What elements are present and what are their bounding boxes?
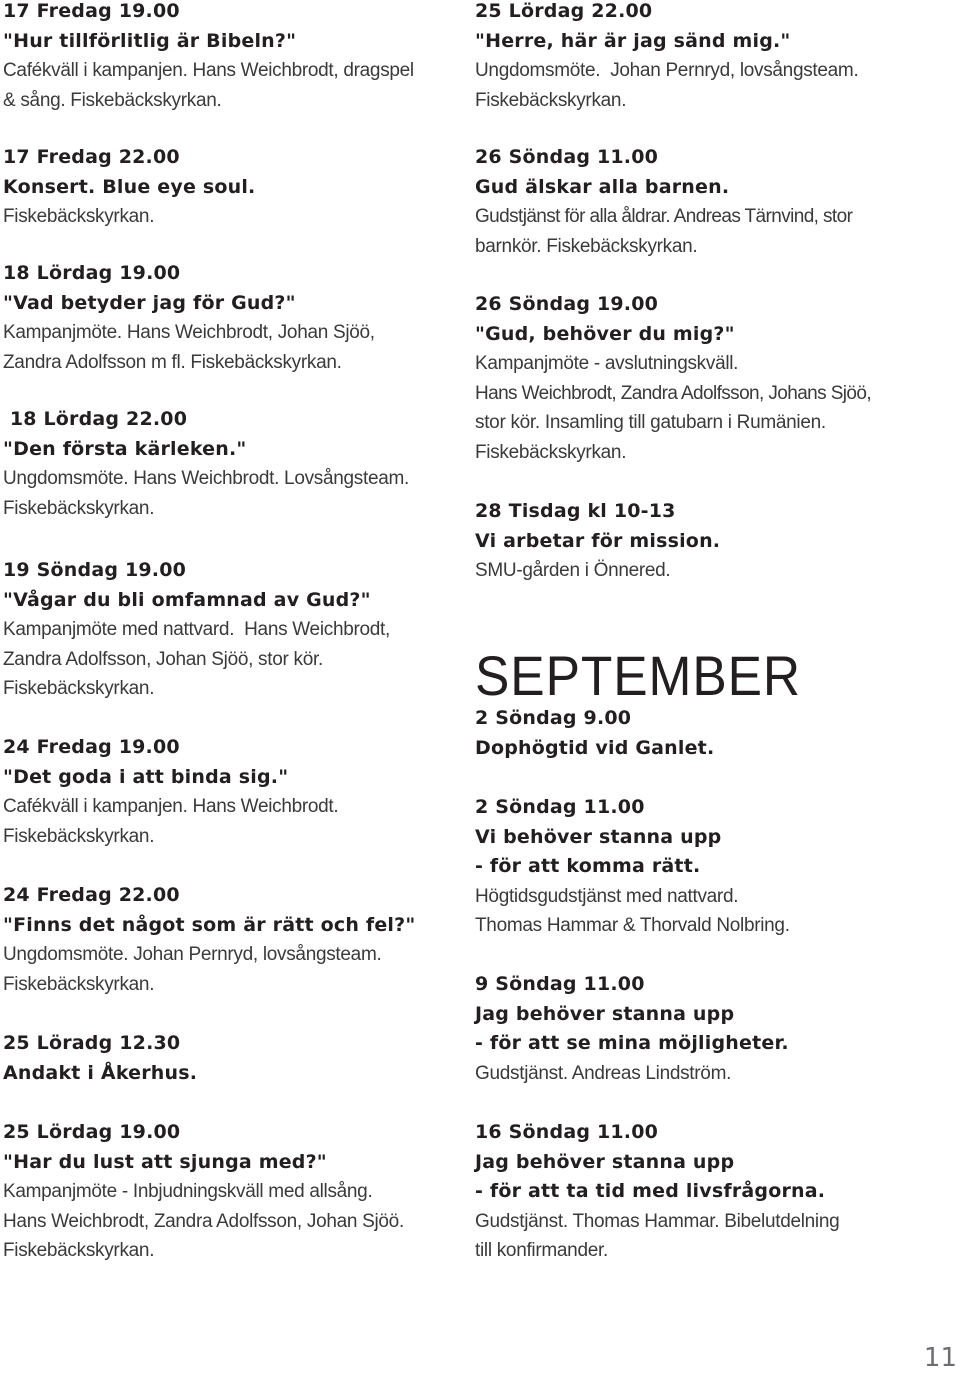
event-title: Dophögtid vid Ganlet. [475, 736, 715, 759]
event-entry [3, 259, 465, 377]
event-title: Konsert. Blue eye soul. [3, 175, 256, 198]
event-title: "Har du lust att sjunga med?" [3, 1150, 327, 1173]
event-details: & sång. Fiskebäckskyrkan. [3, 89, 222, 111]
event-details: Kampanjmöte - avslutningskväll. [475, 353, 739, 374]
event-entry [475, 1118, 945, 1266]
event-entry [3, 733, 465, 851]
event-entry [3, 0, 465, 115]
event-date: 26 Söndag 19.00 [475, 293, 659, 315]
event-title: "Den första kärleken." [3, 437, 247, 460]
event-entry [475, 704, 945, 763]
event-details: Fiskebäckskyrkan. [3, 678, 155, 699]
event-date: 18 Lördag 19.00 [3, 262, 181, 284]
event-title: "Det goda i att binda sig." [3, 765, 289, 788]
month-heading: SEPTEMBER [475, 644, 802, 707]
event-entry [3, 881, 465, 999]
event-entry [3, 405, 465, 523]
event-details: Gudstjänst. Andreas Lindström. [475, 1062, 732, 1084]
event-entry [475, 793, 945, 941]
event-date: 25 Lördag 19.00 [3, 1121, 181, 1143]
event-details: barnkör. Fiskebäckskyrkan. [475, 235, 698, 257]
event-title: "Hur tillförlitlig är Bibeln?" [3, 29, 297, 52]
event-details: Cafékväll i kampanjen. Hans Weichbrodt. [3, 796, 339, 817]
event-date: 16 Söndag 11.00 [475, 1121, 659, 1143]
event-title: Gud älskar alla barnen. [475, 175, 730, 198]
event-entry [475, 143, 945, 261]
event-title: "Vågar du bli omfamnad av Gud?" [3, 588, 371, 611]
event-date: 24 Fredag 22.00 [3, 884, 180, 906]
event-date: 9 Söndag 11.00 [475, 973, 645, 995]
event-details: stor kör. Insamling till gatubarn i Rumänien. [475, 412, 826, 433]
event-details: till konfirmander. [475, 1240, 608, 1261]
event-date: 2 Söndag 11.00 [475, 796, 645, 818]
event-details: Fiskebäckskyrkan. [475, 441, 627, 463]
event-details: Gudstjänst för alla åldrar. Andreas Tärnvind, stor [475, 206, 853, 227]
event-details: Thomas Hammar & Thorvald Nolbring. [475, 915, 790, 936]
event-title: Jag behöver stanna upp [475, 1150, 735, 1173]
event-title: Vi behöver stanna upp [475, 825, 722, 848]
event-entry [3, 143, 465, 232]
event-details: Högtidsgudstjänst med nattvard. [475, 885, 739, 907]
event-details: Fiskebäckskyrkan. [3, 497, 155, 519]
event-details: Zandra Adolfsson, Johan Sjöö, stor kör. [3, 648, 323, 670]
event-details: Hans Weichbrodt, Zandra Adolfsson, Johans Sjöö, [475, 382, 872, 404]
event-entry [475, 970, 945, 1088]
event-entry [3, 556, 465, 704]
event-title: "Vad betyder jag för Gud?" [3, 291, 296, 314]
event-details: Kampanjmöte - Inbjudningskväll med allsång. [3, 1181, 373, 1202]
event-details: Kampanjmöte. Hans Weichbrodt, Johan Sjöö, [3, 322, 375, 343]
event-entry [475, 0, 945, 115]
event-entry [475, 497, 945, 586]
event-date: 25 Löradg 12.30 [3, 1032, 181, 1054]
event-entry [3, 1029, 465, 1088]
event-date: 17 Fredag 22.00 [3, 146, 180, 168]
event-details: Gudstjänst. Thomas Hammar. Bibelutdelning [475, 1210, 840, 1232]
event-date: 28 Tisdag kl 10-13 [475, 500, 676, 522]
event-entry [3, 1118, 465, 1266]
event-date: 25 Lördag 22.00 [475, 0, 653, 22]
event-date: 19 Söndag 19.00 [3, 559, 187, 581]
event-title: - för att se mina möjligheter. [475, 1032, 789, 1054]
event-details: Fiskebäckskyrkan. [3, 825, 155, 847]
event-date: 18 Lördag 22.00 [3, 408, 188, 430]
event-details: Kampanjmöte med nattvard. Hans Weichbrodt, [3, 619, 391, 640]
event-title: Andakt i Åkerhus. [3, 1061, 198, 1084]
event-details: SMU-gården i Önnered. [475, 560, 671, 581]
event-details: Fiskebäckskyrkan. [3, 973, 155, 995]
event-title: - för att ta tid med livsfrågorna. [475, 1180, 826, 1202]
event-details: Zandra Adolfsson m fl. Fiskebäckskyrkan. [3, 351, 342, 373]
event-title: "Herre, här är jag sänd mig." [475, 29, 791, 52]
event-details: Fiskebäckskyrkan. [3, 206, 155, 227]
event-details: Cafékväll i kampanjen. Hans Weichbrodt, dragspel [3, 60, 414, 81]
event-details: Fiskebäckskyrkan. [3, 1240, 155, 1261]
event-details: Fiskebäckskyrkan. [475, 89, 627, 111]
event-details: Ungdomsmöte. Johan Pernryd, lovsångsteam. [3, 944, 382, 965]
event-date: 26 Söndag 11.00 [475, 146, 659, 168]
event-title: Jag behöver stanna upp [475, 1002, 735, 1025]
event-entry [475, 290, 945, 467]
event-date: 2 Söndag 9.00 [475, 707, 632, 729]
event-title: "Gud, behöver du mig?" [475, 322, 735, 345]
event-title: Vi arbetar för mission. [475, 529, 721, 552]
event-title: - för att komma rätt. [475, 855, 701, 877]
event-title: "Finns det något som är rätt och fel?" [3, 913, 416, 936]
event-date: 24 Fredag 19.00 [3, 736, 180, 758]
event-date: 17 Fredag 19.00 [3, 0, 180, 22]
event-details: Ungdomsmöte. Johan Pernryd, lovsångsteam. [475, 60, 859, 81]
page-number: 11 [923, 1343, 957, 1373]
event-details: Ungdomsmöte. Hans Weichbrodt. Lovsångsteam. [3, 468, 410, 489]
event-details: Hans Weichbrodt, Zandra Adolfsson, Johan Sjöö. [3, 1210, 404, 1232]
